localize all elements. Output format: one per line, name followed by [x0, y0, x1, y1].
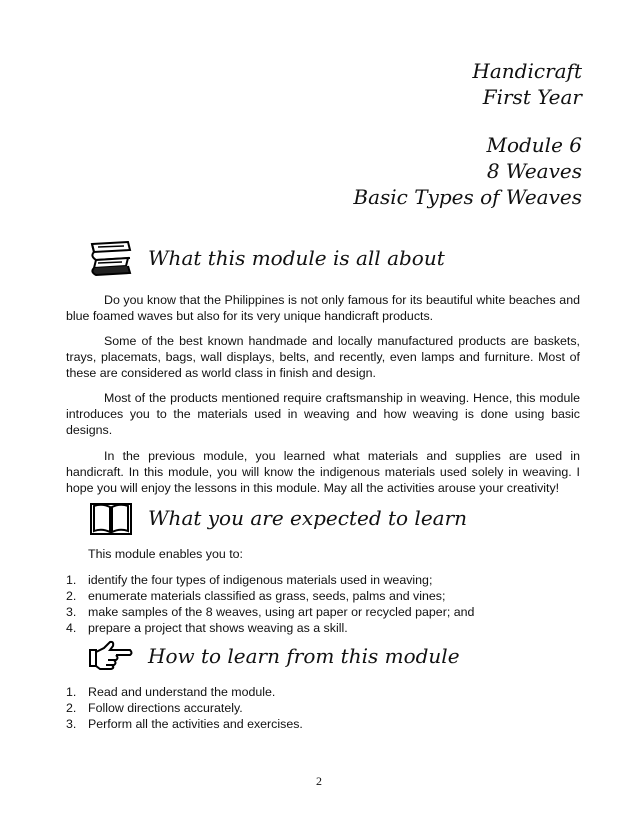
section-heading-expected: [88, 498, 467, 538]
subject-title: Handicraft: [472, 59, 582, 83]
module-subtitle: Basic Types of Weaves: [353, 185, 582, 209]
list-item: 3. Perform all the activities and exercises.: [66, 717, 303, 731]
about-heading: What this module is all about: [148, 246, 445, 270]
about-paragraph-4: In the previous module, you learned what materials and supplies are used in handicraft. In this module, you will know the indigenous materials used solely in weaving. I hope you will enjoy the lessons in this module. May all the activities arouse your creativity!: [66, 449, 580, 495]
pointing-hand-icon: [88, 636, 134, 676]
about-paragraph-2: Some of the best known handmade and locally manufactured products are baskets, trays, placemats, bags, wall displays, belts, and recently, even lamps and furniture. Most of these are considered as world class in finish and design.: [66, 334, 580, 380]
list-item: 2. enumerate materials classified as grass, seeds, palms and vines;: [66, 589, 446, 603]
section-heading-about: [88, 238, 445, 278]
stacked-books-icon: [88, 238, 134, 278]
list-item: 3. make samples of the 8 weaves, using art paper or recycled paper; and: [66, 605, 475, 619]
list-item: 2. Follow directions accurately.: [66, 701, 243, 715]
module-title: Module 6: [486, 133, 582, 157]
module-topic: 8 Weaves: [486, 159, 582, 183]
list-item: 4. prepare a project that shows weaving as a skill.: [66, 621, 348, 635]
about-paragraph-3: Most of the products mentioned require craftsmanship in weaving. Hence, this module introduces you to the materials used in weaving and how weaving is done using basic designs.: [66, 391, 580, 437]
page-number: 2: [316, 774, 322, 788]
expected-heading: What you are expected to learn: [148, 506, 468, 530]
howto-list: [66, 684, 303, 732]
expected-intro: This module enables you to:: [88, 547, 243, 561]
section-heading-howto: [88, 636, 460, 676]
about-paragraph-1: Do you know that the Philippines is not only famous for its beautiful white beaches and blue foamed waves but also for its very unique handicraft products.: [66, 293, 580, 323]
title-block: [353, 58, 582, 210]
expected-list: [66, 572, 474, 636]
year-title: First Year: [482, 85, 582, 109]
list-item: 1. Read and understand the module.: [66, 685, 276, 699]
howto-heading: How to learn from this module: [148, 644, 460, 668]
list-item: 1. identify the four types of indigenous materials used in weaving;: [66, 573, 433, 587]
open-book-icon: [88, 498, 134, 538]
